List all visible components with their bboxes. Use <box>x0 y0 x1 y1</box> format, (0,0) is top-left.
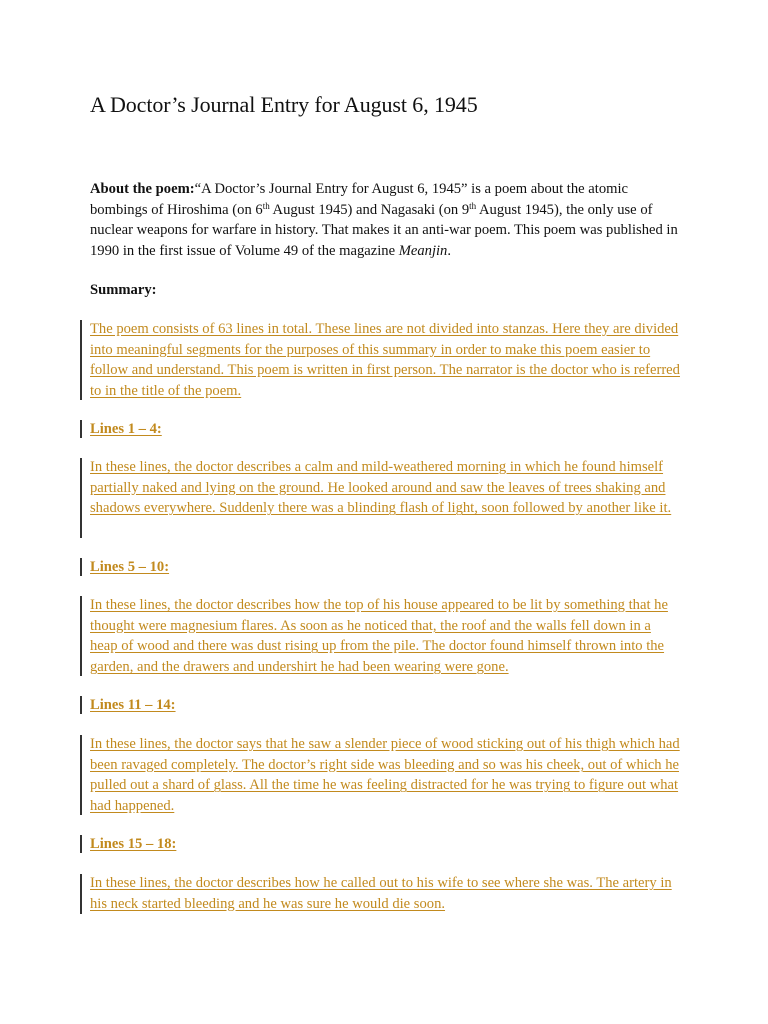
section-text-lines-11-14: In these lines, the doctor says that he saw a slender piece of wood sticking out of his thigh which had been ravaged completely. The doctor’s right side was bleeding and so was his cheek, out of which he pulled out a shard of glass. All the time he was feeling distracted for he was trying to figure out what had happened. <box>90 736 680 815</box>
about-paragraph <box>90 179 680 262</box>
about-end: . <box>447 243 452 260</box>
about-text-1: “A Doctor’s Journal Entry for August 6, 1945” is a poem about the atomic bombings of Hiroshima (on 6 <box>90 181 629 218</box>
about-text-2: August 1945) and Nagasaki (on 9 <box>269 201 470 218</box>
section-heading-lines-15-18: Lines 15 – 18: <box>90 836 177 852</box>
change-bar-intro <box>80 320 82 400</box>
document-title: A Doctor’s Journal Entry for August 6, 1945 <box>90 92 478 117</box>
about-sup-2: th <box>469 200 477 211</box>
about-text-3: August 1945), the only use of nuclear weapons for warfare in history. That makes it an anti-war poem. This poem was published in 1990 in the first issue of Volume 49 of the magazine <box>90 201 678 260</box>
change-bar-heading-1 <box>80 420 82 438</box>
section-text-lines-15-18: In these lines, the doctor describes how he called out to his wife to see where she was. The artery in his neck started bleeding and he was sure he would die soon. <box>90 875 672 912</box>
change-bar-text-3 <box>80 735 82 815</box>
change-bar-heading-3 <box>80 696 82 714</box>
change-bar-heading-2 <box>80 558 82 576</box>
section-heading-lines-1-4: Lines 1 – 4: <box>90 421 162 437</box>
section-heading-lines-11-14: Lines 11 – 14: <box>90 697 176 713</box>
summary-intro: The poem consists of 63 lines in total. These lines are not divided into stanzas. Here they are divided into meaningful segments for the purposes of this summary in order to make this poem easier to follow and understand. This poem is written in first person. The narrator is the doctor who is referred to in the title of the poem. <box>90 321 680 400</box>
about-sup-1: th <box>262 200 270 211</box>
section-heading-lines-5-10: Lines 5 – 10: <box>90 559 170 575</box>
section-text-lines-1-4: In these lines, the doctor describes a calm and mild-weathered morning in which he found himself partially naked and lying on the ground. He looked around and saw the leaves of trees shaking and shadows everywhere. Suddenly there was a blinding flash of light, soon followed by another like it. <box>90 459 672 517</box>
change-bar-text-1 <box>80 458 82 538</box>
change-bar-text-2 <box>80 596 82 676</box>
magazine-name: Meanjin <box>398 243 448 260</box>
summary-heading: Summary: <box>90 282 157 298</box>
change-bar-heading-4 <box>80 835 82 853</box>
section-text-lines-5-10: In these lines, the doctor describes how the top of his house appeared to be lit by something that he thought were magnesium flares. As soon as he noticed that, the roof and the walls fell down in a heap of wood and there was dust rising up from the pile. The doctor found himself thrown into the garden, and the drawers and undershirt he had been wearing were gone. <box>90 597 668 676</box>
change-bar-text-4 <box>80 874 82 914</box>
about-label: About the poem: <box>90 181 195 197</box>
